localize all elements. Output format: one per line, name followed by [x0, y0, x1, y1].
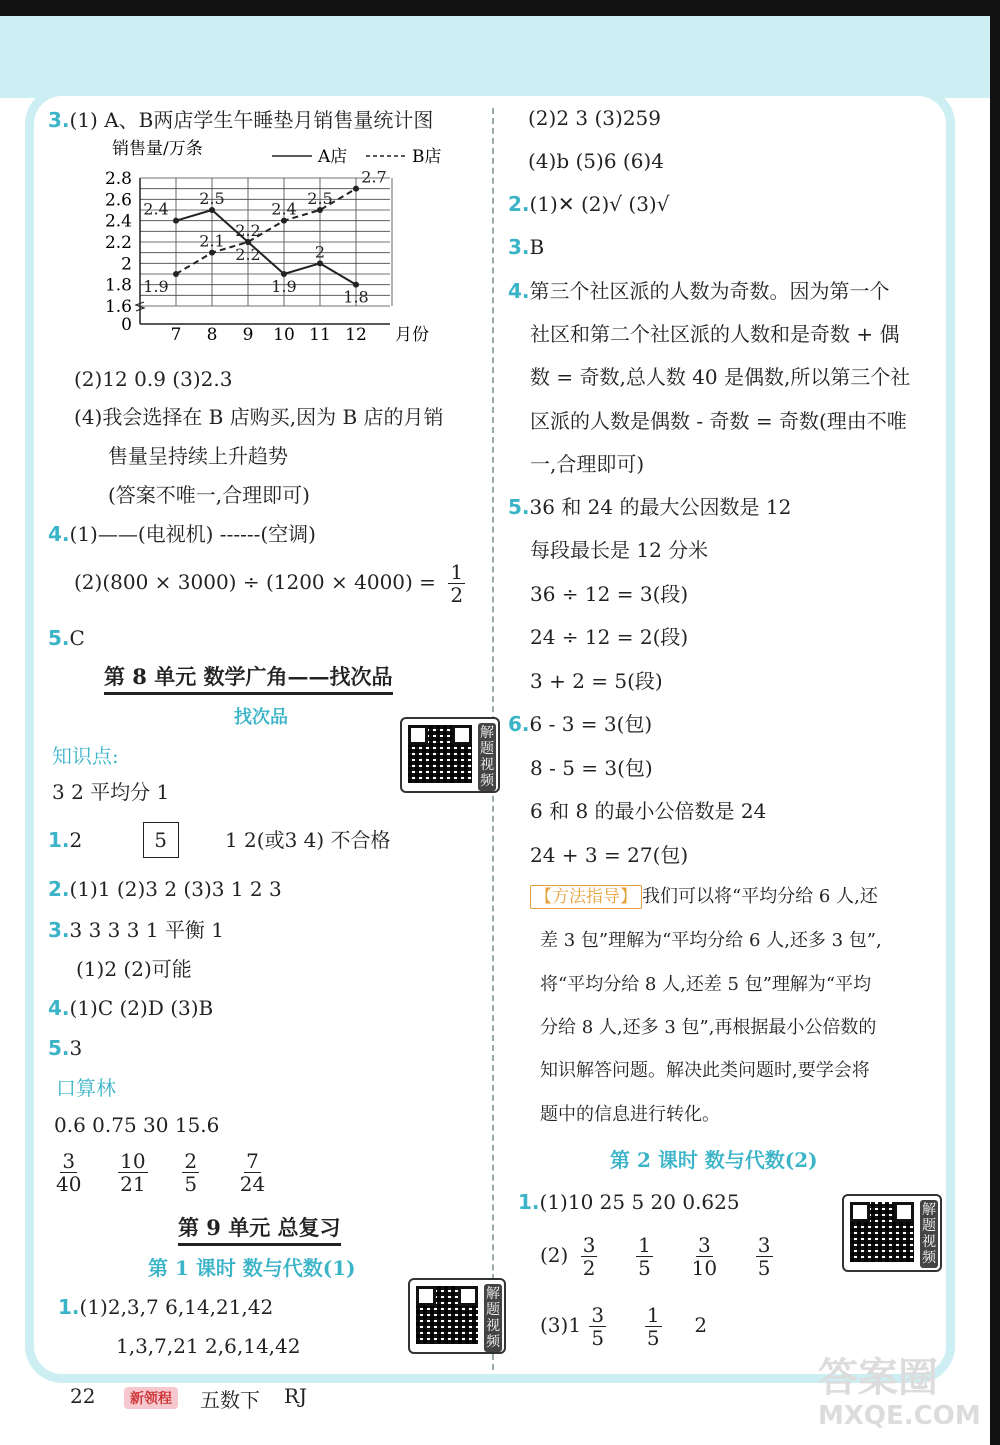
- qr-code-unit8[interactable]: [400, 717, 500, 793]
- unit8-subtitle: 找次品: [234, 707, 288, 728]
- l2-q2-frac-3: [692, 1234, 717, 1279]
- chart-data-label: 2.1: [199, 231, 225, 251]
- tip-line6: 题中的信息进行转化。: [540, 1104, 720, 1125]
- frac-numerator: 3: [757, 1233, 771, 1257]
- r-q2-number: 2.: [508, 192, 530, 216]
- chart-data-label: 2.2: [235, 221, 261, 240]
- frac-denominator: 2: [582, 1256, 596, 1280]
- r-q3-number: 3.: [508, 235, 530, 259]
- chart-data-label: 1.8: [343, 287, 369, 307]
- r-q5-line3: 36 ÷ 12 = 3(段): [530, 582, 689, 606]
- chart-data-label: 2.5: [199, 189, 225, 208]
- frac-numerator: 3: [591, 1303, 605, 1327]
- chart-xtick-label: 9: [242, 325, 254, 345]
- r-q4-line5: 一,合理即可): [530, 452, 645, 476]
- r-q3-line: [508, 235, 544, 259]
- chart-ytick-label: 2.8: [104, 169, 132, 189]
- chart-yticks: [105, 169, 132, 335]
- q4-fraction: [448, 561, 465, 606]
- r-q2-answer: (1)✕ (2)√ (3)√: [529, 192, 670, 216]
- qr-pattern: [850, 1202, 914, 1262]
- l2-q2-frac-4: [756, 1234, 773, 1279]
- lesson1-title: 第 1 课时 数与代数(1): [148, 1256, 356, 1280]
- oral-frac-1: [56, 1150, 81, 1195]
- chart-data-label: 2.5: [307, 189, 333, 208]
- u8-q1-answer-a: 2: [69, 828, 83, 852]
- frac-denominator: 2: [450, 583, 464, 607]
- chart-data-label: 2.4: [271, 199, 297, 219]
- qr-video-label: 解题视频: [922, 1202, 936, 1266]
- q5-answer: C: [69, 626, 85, 650]
- frac-numerator: 10: [120, 1149, 146, 1173]
- u8-q4-number: 4.: [48, 996, 70, 1020]
- l2-q2-frac-1: [581, 1234, 598, 1279]
- u8-q5-answer: 3: [69, 1036, 83, 1060]
- chart-ytick-label: 2: [121, 254, 132, 275]
- u9-q1-number: 1.: [58, 1295, 80, 1319]
- l2-q3-mixed-frac: [589, 1304, 606, 1349]
- l2-q3-frac: [645, 1304, 662, 1349]
- unit9-title: 第 9 单元 总复习: [178, 1215, 341, 1240]
- u8-q1-number: 1.: [48, 828, 70, 852]
- footer-brand: [124, 1384, 178, 1409]
- u8-q4-answer: (1)C (2)D (3)B: [69, 996, 214, 1020]
- chart-xtick-label: 11: [309, 325, 331, 345]
- chart-data-label: 1.9: [271, 277, 297, 296]
- legend-label-a: A店: [318, 147, 348, 167]
- r-q6-line3: 6 和 8 的最小公倍数是 24: [530, 799, 767, 823]
- frac-denominator: 5: [646, 1326, 660, 1350]
- knowledge-label: 知识点:: [52, 744, 119, 768]
- q5-number: 5.: [48, 626, 70, 650]
- watermark-url: MXQE.COM: [818, 1401, 981, 1431]
- chart-point: [353, 186, 359, 192]
- chart-data-label: 2.2: [235, 245, 261, 264]
- oral-frac-3: [182, 1150, 199, 1195]
- chart-ytick-label: 2.6: [104, 190, 132, 211]
- oral-label: 口算林: [56, 1076, 116, 1100]
- r-q6-line2: 8 - 5 = 3(包): [530, 756, 653, 780]
- q3-title: (1) A、B两店学生午睡垫月销售量统计图: [69, 108, 434, 132]
- chart-ylabel: 销售量/万条: [112, 139, 203, 159]
- chart-xlabel: 月份: [395, 325, 429, 345]
- r-answer-line2: (4)b (5)6 (6)4: [528, 149, 664, 173]
- u8-q4-line: [48, 996, 213, 1020]
- l2-q3-label: (3)1: [540, 1313, 582, 1337]
- u8-q3-answer: 3 3 3 3 1 平衡 1: [69, 918, 225, 942]
- u8-q2-number: 2.: [48, 877, 70, 901]
- qr-pattern: [416, 1286, 478, 1344]
- chart-data-label: 2.4: [143, 199, 169, 219]
- qr-pattern: [408, 725, 472, 783]
- oral-fractions: [50, 1150, 271, 1195]
- tip-line5: 知识解答问题。解决此类问题时,要学会将: [540, 1060, 870, 1081]
- q3-number: 3.: [48, 108, 70, 132]
- unit8-title: 第 8 单元 数学广角——找次品: [104, 664, 393, 689]
- u8-q2-line: [48, 877, 282, 901]
- chart-ytick-label: 2.4: [104, 211, 132, 232]
- watermark-text: 答案圈: [818, 1355, 938, 1401]
- watermark: [818, 1355, 988, 1435]
- q4-answer-2: (2)(800 × 3000) ÷ (1200 × 4000) =: [74, 570, 436, 594]
- u9-q1-answer-b: 1,3,7,21 2,6,14,42: [116, 1334, 301, 1358]
- r-q6-line1: [508, 712, 652, 736]
- l2-q2-label: (2): [540, 1243, 569, 1267]
- footer-book: 五数下: [200, 1388, 260, 1412]
- page-right-edge: [990, 0, 1000, 1445]
- r-answer-line1: (2)2 3 (3)259: [528, 106, 661, 130]
- u8-q2-answer: (1)1 (2)3 2 (3)3 1 2 3: [69, 877, 282, 901]
- q4-line2: [74, 558, 471, 606]
- chart-point: [173, 271, 179, 277]
- r-q3-answer: B: [529, 235, 545, 259]
- l2-q1-number: 1.: [518, 1190, 540, 1214]
- q3-answer-4-line1: (4)我会选择在 B 店购买,因为 B 店的月销: [74, 405, 444, 429]
- l2-q2-frac-2: [636, 1234, 653, 1279]
- chart-data-label: 2.7: [361, 167, 387, 187]
- q3-answer-4-line2: 售量呈持续上升趋势: [108, 444, 288, 468]
- r-q5-line5: 3 + 2 = 5(段): [530, 669, 663, 693]
- frac-denominator: 5: [638, 1256, 651, 1280]
- u8-q1-answer-b: 1 2(或3 4) 不合格: [224, 828, 391, 852]
- r-q6-number: 6.: [508, 712, 530, 736]
- legend-label-b: B店: [412, 147, 442, 167]
- r-q4-line2: 社区和第二个社区派的人数和是奇数 + 偶: [530, 322, 900, 346]
- qr-video-label: 解题视频: [480, 725, 494, 789]
- u8-q3-line: [48, 918, 224, 942]
- u9-q1-line: [58, 1295, 273, 1319]
- l2-q2-line: [540, 1234, 779, 1279]
- oral-frac-4: [240, 1150, 265, 1195]
- frac-numerator: 7: [246, 1149, 259, 1173]
- r-q6-line4: 24 + 3 = 27(包): [530, 843, 689, 867]
- tip-text: 我们可以将“平均分给 6 人,还: [642, 886, 878, 907]
- frac-numerator: 3: [697, 1233, 711, 1257]
- r-q6-text: 6 - 3 = 3(包): [529, 712, 653, 736]
- l2-q3-line: [540, 1304, 707, 1349]
- tip-line2: 差 3 包”理解为“平均分给 6 人,还多 3 包”,: [540, 930, 882, 951]
- chart-legend: [272, 147, 442, 167]
- r-q2-line: [508, 192, 669, 216]
- chart-data-label: 1.9: [143, 277, 169, 296]
- u8-q1-boxed-answer: 5: [143, 822, 179, 858]
- qr-code-lesson1[interactable]: [408, 1278, 506, 1354]
- oral-frac-2: [118, 1150, 147, 1195]
- r-q4-line1: [508, 279, 890, 303]
- chart-xtick-label: 12: [345, 325, 367, 345]
- q3-title-line: [48, 108, 433, 132]
- q5-line: [48, 626, 85, 650]
- l2-q3-tail: 2: [694, 1313, 708, 1337]
- page-top-band: [0, 0, 1000, 98]
- frac-denominator: 21: [120, 1172, 146, 1196]
- r-q4-number: 4.: [508, 279, 530, 303]
- r-q4-line3: 数 = 奇数,总人数 40 是偶数,所以第三个社: [530, 365, 911, 389]
- frac-numerator: 2: [184, 1149, 198, 1173]
- frac-numerator: 1: [450, 560, 464, 584]
- r-q5-line4: 24 ÷ 12 = 2(段): [530, 625, 689, 649]
- lesson2-title: 第 2 课时 数与代数(2): [610, 1148, 818, 1172]
- u9-q1-answer-a: (1)2,3,7 6,14,21,42: [79, 1295, 274, 1319]
- method-tip-label: 【方法指导】: [530, 885, 642, 909]
- r-q5-text: 36 和 24 的最大公因数是 12: [529, 495, 792, 519]
- tip-line3: 将“平均分给 8 人,还差 5 包”理解为“平均: [540, 974, 872, 995]
- chart-point: [173, 218, 179, 224]
- tip-line4: 分给 8 人,还多 3 包”,再根据最小公倍数的: [540, 1017, 877, 1038]
- page-number: 22: [70, 1384, 96, 1408]
- u8-q5-line: [48, 1036, 82, 1060]
- frac-numerator: 1: [638, 1233, 651, 1257]
- chart-ytick-label: 1.8: [104, 275, 132, 296]
- r-q5-line2: 每段最长是 12 分米: [530, 538, 709, 562]
- frac-numerator: 1: [646, 1303, 660, 1327]
- brand-badge: 新领程: [124, 1387, 178, 1409]
- r-q5-line1: [508, 495, 791, 519]
- q3-answer-4-line3: (答案不唯一,合理即可): [108, 483, 310, 507]
- l2-q1-line: [518, 1190, 740, 1214]
- frac-denominator: 5: [591, 1326, 605, 1350]
- u8-q5-number: 5.: [48, 1036, 70, 1060]
- r-q4-text: 第三个社区派的人数为奇数。因为第一个: [529, 279, 890, 303]
- u8-q3-number: 3.: [48, 918, 70, 942]
- oral-answers: 0.6 0.75 30 15.6: [54, 1113, 220, 1137]
- r-q4-line4: 区派的人数是偶数 - 奇数 = 奇数(理由不唯: [530, 409, 907, 433]
- r-q5-number: 5.: [508, 495, 530, 519]
- frac-numerator: 3: [62, 1149, 76, 1173]
- sales-line-chart: [90, 136, 530, 376]
- frac-denominator: 24: [239, 1172, 266, 1196]
- l2-q1-answer: (1)10 25 5 20 0.625: [539, 1190, 740, 1214]
- q4-answer-1: (1)——(电视机) ------(空调): [69, 522, 316, 546]
- frac-denominator: 5: [184, 1172, 198, 1196]
- frac-denominator: 40: [56, 1172, 82, 1196]
- q4-number: 4.: [48, 522, 70, 546]
- chart-xtick-label: 10: [273, 325, 295, 345]
- frac-denominator: 10: [691, 1256, 718, 1280]
- q3-answer-2: (2)12 0.9 (3)2.3: [74, 367, 233, 391]
- chart-data-label: 2: [314, 242, 326, 262]
- knowledge-answers: 3 2 平均分 1: [52, 780, 170, 804]
- chart-ytick-label: 2.2: [104, 233, 132, 253]
- tip-line1: [530, 885, 878, 909]
- chart-ytick-label: 1.6: [104, 297, 132, 317]
- footer-edition: RJ: [284, 1384, 308, 1408]
- chart-ytick-label: 0: [121, 315, 132, 335]
- chart-xtick-label: 7: [170, 325, 182, 345]
- chart-axis-break: [136, 302, 144, 311]
- frac-denominator: 5: [757, 1256, 771, 1280]
- qr-code-lesson2[interactable]: [842, 1194, 942, 1272]
- u8-q3-answer-b: (1)2 (2)可能: [76, 957, 192, 981]
- frac-numerator: 3: [582, 1233, 596, 1257]
- u8-q1-line: [48, 822, 391, 858]
- chart-xtick-label: 8: [206, 325, 218, 345]
- qr-video-label: 解题视频: [486, 1286, 500, 1350]
- chart-xticks: [171, 325, 367, 345]
- q4-line1: [48, 522, 316, 546]
